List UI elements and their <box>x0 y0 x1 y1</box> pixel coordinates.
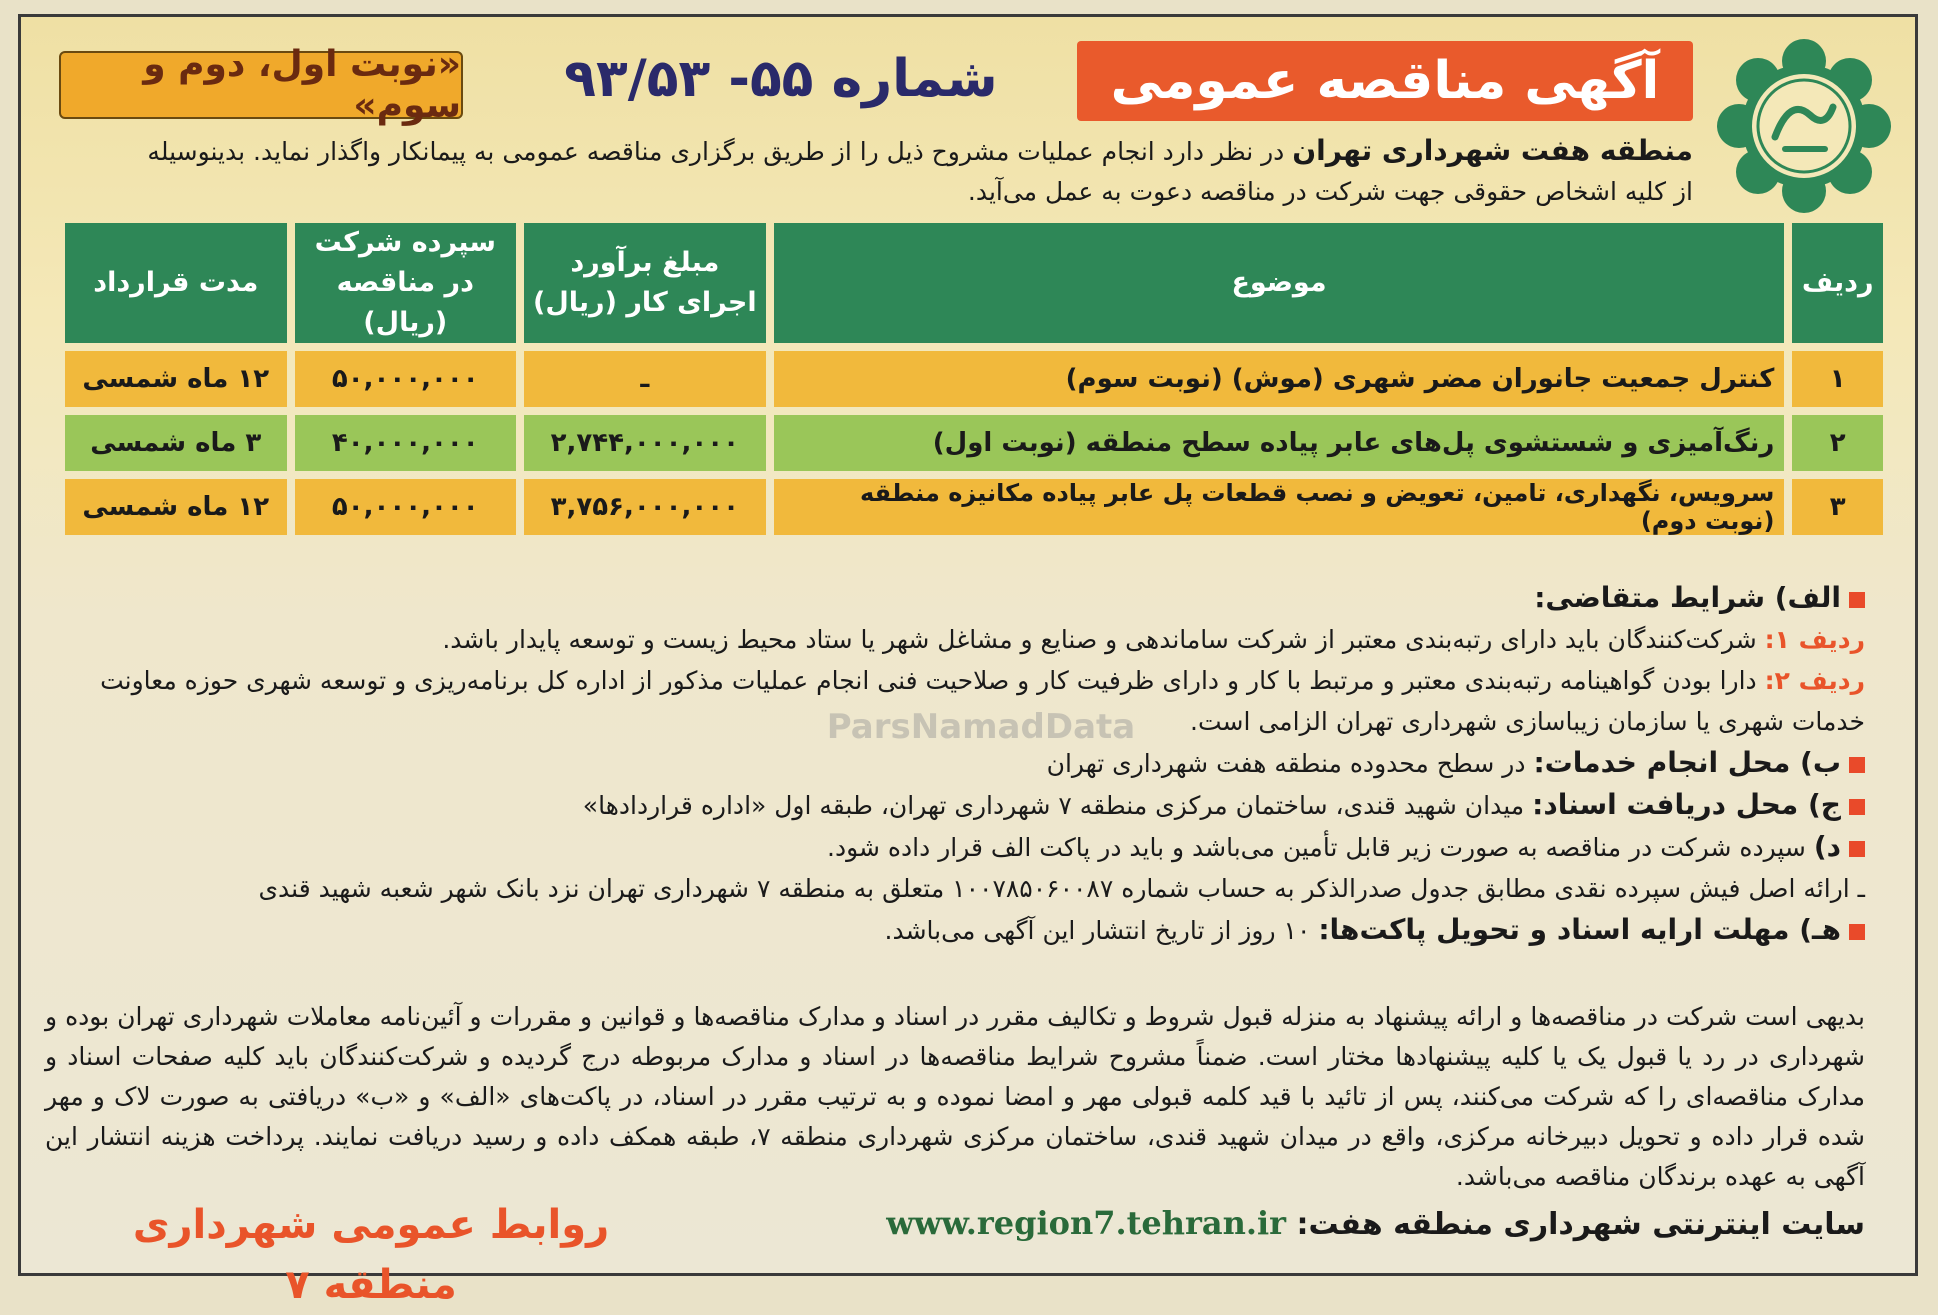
bullet-square-icon <box>1849 757 1865 773</box>
footer-site-label: سایت اینترنتی شهرداری منطقه هفت: <box>1286 1207 1865 1242</box>
watermark: ParsNamadData <box>826 707 1136 747</box>
cell-duration: ۳ ماه شمسی <box>65 415 287 471</box>
cell-estimate: ۳,۷۵۶,۰۰۰,۰۰۰ <box>524 479 766 535</box>
tender-table <box>57 215 1891 543</box>
tender-ad <box>18 14 1918 1308</box>
round-badge: «نوبت اول، دوم و سوم» <box>59 51 463 119</box>
cell-row-number: ۳ <box>1792 479 1883 535</box>
cell-subject: سرویس، نگهداری، تامین، تعویض و نصب قطعات پل عابر پیاده مکانیزه منطقه (نوبت دوم) <box>774 479 1785 535</box>
cell-deposit: ۵۰,۰۰۰,۰۰۰ <box>295 351 516 407</box>
section-a-row1: ردیف ۱: شرکت‌کنندگان باید دارای رتبه‌بندی معتبر از شرکت ساماندهی و صنایع و مشاغل شهر یا ستاد محیط زیست و توسعه پایدار باشد. <box>442 625 1865 654</box>
footer-site-url[interactable]: www.region7.tehran.ir <box>886 1204 1287 1242</box>
section-e: هـ) مهلت ارایه اسناد و تحویل پاکت‌ها: ۱۰ روز از تاریخ انتشار این آگهی می‌باشد. <box>45 909 1865 951</box>
section-a-row2: ردیف ۲: دارا بودن گواهینامه رتبه‌بندی معتبر و مرتبط با کار و دارای ظرفیت کار و صلاحیت فنی انجام عملیات مذکور از اداره کل برنامه‌ریزی و توسعه شهری حوزه معاونت خدمات شهری یا سازمان زیباسازی شهرداری تهران الزامی است. <box>100 666 1865 736</box>
table-row <box>65 479 1883 535</box>
cell-subject: رنگ‌آمیزی و شستشوی پل‌های عابر پیاده سطح منطقه (نوبت اول) <box>774 415 1785 471</box>
table-header-row <box>65 223 1883 343</box>
table-row <box>65 351 1883 407</box>
cell-estimate: ـ <box>524 351 766 407</box>
intro-paragraph <box>63 131 1693 212</box>
cell-row-number: ۱ <box>1792 351 1883 407</box>
ad-number: شماره ۵۵- ۹۳/۵۳ <box>564 49 998 109</box>
cell-deposit: ۴۰,۰۰۰,۰۰۰ <box>295 415 516 471</box>
conditions-sections <box>45 577 1865 951</box>
footer-public-relations: روابط عمومی شهرداری منطقه ۷ <box>132 1202 610 1308</box>
intro-line2: از کلیه اشخاص حقوقی جهت شرکت در مناقصه دعوت به عمل می‌آید. <box>967 177 1693 206</box>
cell-deposit: ۵۰,۰۰۰,۰۰۰ <box>295 479 516 535</box>
header-duration: مدت قرارداد <box>65 223 287 343</box>
cell-row-number: ۲ <box>1792 415 1883 471</box>
cell-duration: ۱۲ ماه شمسی <box>65 479 287 535</box>
section-d-sub: ـ ارائه اصل فیش سپرده نقدی مطابق جدول صدرالذکر به حساب شماره ۱۰۰۷۸۵۰۶۰۰۸۷ متعلق به منطقه ۷ شهرداری تهران نزد بانک شهر شعبه شهید قندی <box>258 874 1865 903</box>
table-row <box>65 415 1883 471</box>
section-c: ج) محل دریافت اسناد: میدان شهید قندی، ساختمان مرکزی منطقه ۷ شهرداری تهران، طبقه اول «اداره قراردادها» <box>45 784 1865 826</box>
cell-estimate: ۲,۷۴۴,۰۰۰,۰۰۰ <box>524 415 766 471</box>
intro-line1: در نظر دارد انجام عملیات مشروح ذیل را از طریق برگزاری مناقصه عمومی به پیمانکار واگذار نماید. بدینوسیله <box>147 137 1293 166</box>
bullet-square-icon <box>1849 841 1865 857</box>
section-a-title: الف) شرایط متقاضی: <box>45 577 1865 619</box>
bullet-square-icon <box>1849 924 1865 940</box>
header-deposit: سپرده شرکت در مناقصه (ریال) <box>295 223 516 343</box>
terms-paragraph: بدیهی است شرکت در مناقصه‌ها و ارائه پیشنهاد به منزله قبول شروط و تکالیف مقرر در اسناد و مدارک مناقصه‌ها و قوانین و مقررات و آئین‌نامه معاملات شهرداری تهران بوده و شهرداری در رد یا قبول یک یا کلیه پیشنهادها مختار است. ضمناً مشروح شرایط مناقصه‌ها در اسناد و مدارک مربوطه درج گردیده و شرکت‌کنندگان باید کلیه صفحات اسناد و مدارک مناقصه‌ای را که شرکت می‌کنند، پس از تائید با قید کلمه قبولی مهر و امضا نموده و به ترتیب مقرر در اسناد، در پاکت‌های «الف» و «ب» دریافتی به صورت لاک و مهر شده قرار داده و تحویل دبیرخانه مرکزی، واقع در میدان شهید قندی، ساختمان مرکزی شهرداری منطقه ۷، طبقه همکف داده و رسید دریافت نمایند. پرداخت هزینه انتشار این آگهی به عهده برندگان مناقصه می‌باشد. <box>45 1002 1865 1191</box>
cell-duration: ۱۲ ماه شمسی <box>65 351 287 407</box>
header-estimate: مبلغ برآورد اجرای کار (ریال) <box>524 223 766 343</box>
ad-title: آگهی مناقصه عمومی <box>1077 41 1693 121</box>
bullet-square-icon <box>1849 592 1865 608</box>
header-subject: موضوع <box>774 223 1785 343</box>
section-b: ب) محل انجام خدمات: در سطح محدوده منطقه هفت شهرداری تهران <box>45 742 1865 784</box>
header-row-number: ردیف <box>1792 223 1883 343</box>
cell-subject: کنترل جمعیت جانوران مضر شهری (موش) (نوبت سوم) <box>774 351 1785 407</box>
tehran-municipality-emblem-icon <box>1715 37 1893 215</box>
footer-website <box>565 1195 1865 1251</box>
bullet-square-icon <box>1849 799 1865 815</box>
section-d: د) سپرده شرکت در مناقصه به صورت زیر قابل تأمین می‌باشد و باید در پاکت الف قرار داده شود. <box>45 826 1865 868</box>
org-name: منطقه هفت شهرداری تهران <box>1292 134 1693 167</box>
